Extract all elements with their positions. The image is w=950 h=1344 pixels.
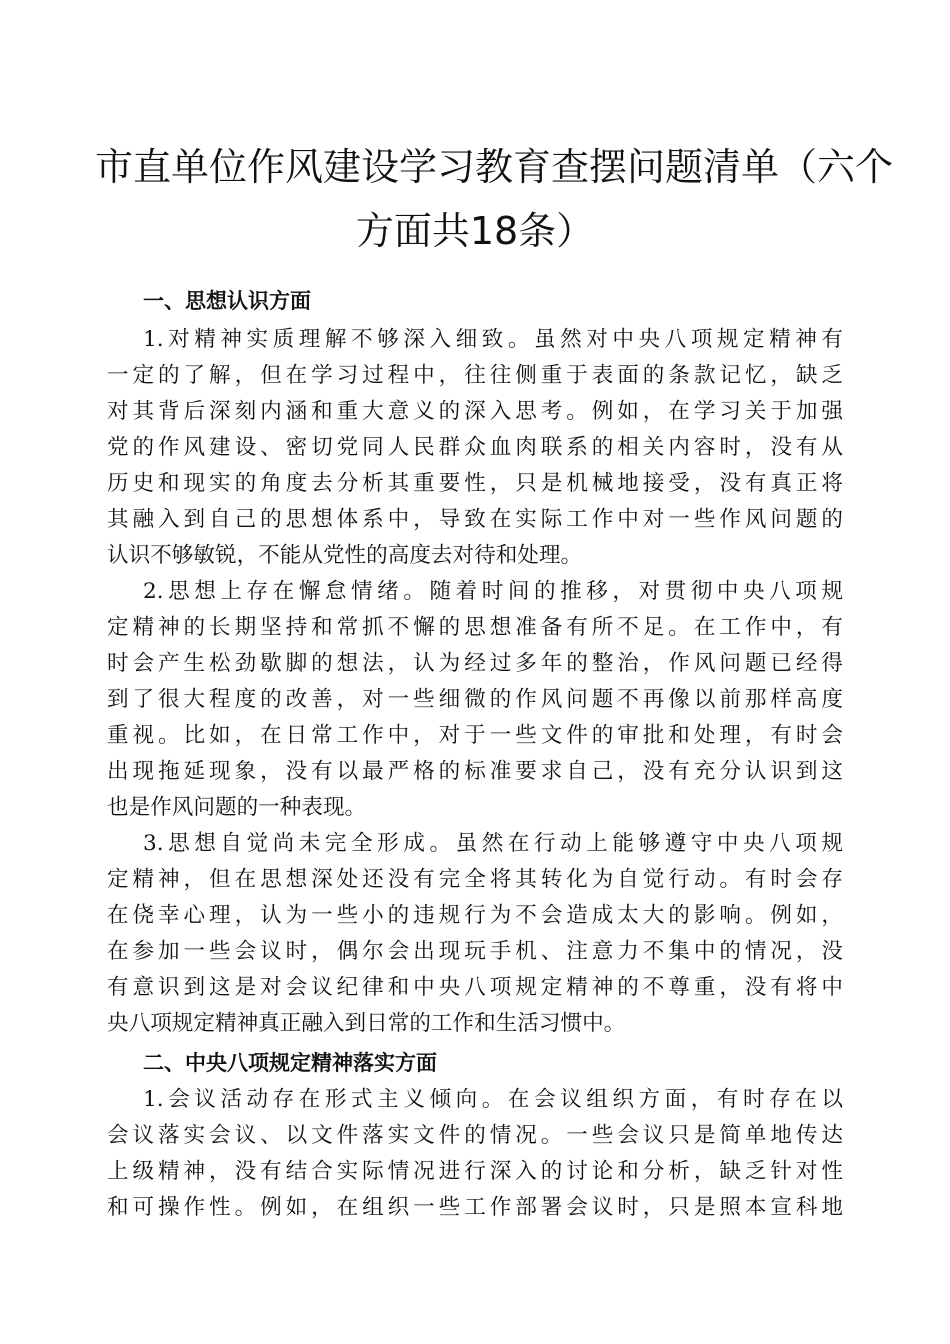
paragraph-line: 出现拖延现象，没有以最严格的标准要求自己，没有充分认识到这 bbox=[107, 759, 843, 784]
paragraph-line: 对其背后深刻内涵和重大意义的深入思考。例如，在学习关于加强 bbox=[107, 399, 843, 424]
document-title-line-2: 方面共18条） bbox=[355, 209, 595, 253]
paragraph-line: 央八项规定精神真正融入到日常的工作和生活习惯中。 bbox=[107, 1011, 626, 1036]
paragraph-line: 认识不够敏锐，不能从党性的高度去对待和处理。 bbox=[107, 543, 583, 568]
paragraph-line: 一定的了解，但在学习过程中，往往侧重于表面的条款记忆，缺乏 bbox=[107, 363, 843, 388]
paragraph-line: 上级精神，没有结合实际情况进行深入的讨论和分析，缺乏针对性 bbox=[107, 1159, 843, 1184]
paragraph-line: 时会产生松劲歇脚的想法，认为经过多年的整治，作风问题已经得 bbox=[107, 651, 843, 676]
paragraph-line: 3.思想自觉尚未完全形成。虽然在行动上能够遵守中央八项规 bbox=[143, 831, 843, 856]
paragraph-line: 也是作风问题的一种表现。 bbox=[107, 795, 367, 820]
paragraph-line: 1.会议活动存在形式主义倾向。在会议组织方面，有时存在以 bbox=[143, 1087, 843, 1112]
paragraph-line: 历史和现实的角度去分析其重要性，只是机械地接受，没有真正将 bbox=[107, 471, 843, 496]
paragraph-line: 2.思想上存在懈怠情绪。随着时间的推移，对贯彻中央八项规 bbox=[143, 579, 843, 604]
paragraph-line: 定精神的长期坚持和常抓不懈的思想准备有所不足。在工作中，有 bbox=[107, 615, 843, 640]
section-heading-1: 一、思想认识方面 bbox=[143, 289, 311, 313]
paragraph-line: 到了很大程度的改善，对一些细微的作风问题不再像以前那样高度 bbox=[107, 687, 843, 712]
paragraph-line: 定精神，但在思想深处还没有完全将其转化为自觉行动。有时会存 bbox=[107, 867, 843, 892]
paragraph-line: 和可操作性。例如，在组织一些工作部署会议时，只是照本宣科地 bbox=[107, 1195, 843, 1220]
paragraph-line: 在参加一些会议时，偶尔会出现玩手机、注意力不集中的情况，没 bbox=[107, 939, 843, 964]
paragraph-line: 在侥幸心理，认为一些小的违规行为不会造成太大的影响。例如， bbox=[107, 903, 843, 928]
section-heading-2: 二、中央八项规定精神落实方面 bbox=[143, 1051, 437, 1075]
paragraph-line: 有意识到这是对会议纪律和中央八项规定精神的不尊重，没有将中 bbox=[107, 975, 843, 1000]
document-title-line-1: 市直单位作风建设学习教育查摆问题清单（六个 bbox=[95, 145, 894, 189]
paragraph-line: 1.对精神实质理解不够深入细致。虽然对中央八项规定精神有 bbox=[143, 327, 843, 352]
paragraph-line: 重视。比如，在日常工作中，对于一些文件的审批和处理，有时会 bbox=[107, 723, 843, 748]
paragraph-line: 党的作风建设、密切党同人民群众血肉联系的相关内容时，没有从 bbox=[107, 435, 843, 460]
paragraph-line: 会议落实会议、以文件落实文件的情况。一些会议只是简单地传达 bbox=[107, 1123, 843, 1148]
paragraph-line: 其融入到自己的思想体系中，导致在实际工作中对一些作风问题的 bbox=[107, 507, 843, 532]
